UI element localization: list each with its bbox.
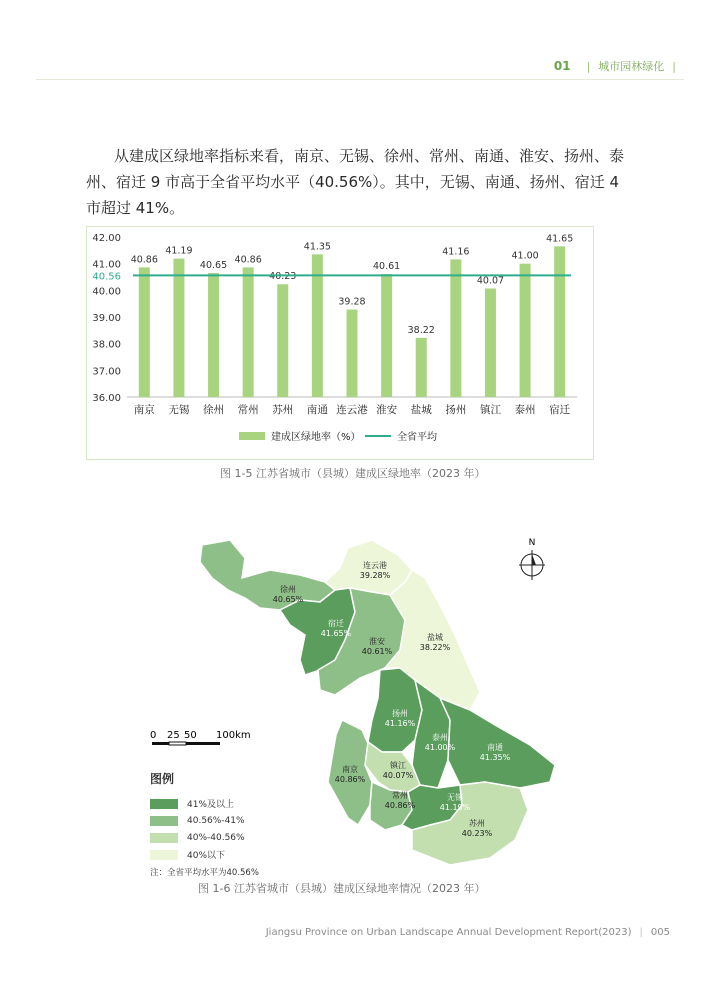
- y-tick-label: 40.00: [92, 286, 121, 298]
- label-wuxi-value: 41.19%: [439, 803, 471, 812]
- x-category-label: 南京: [133, 404, 155, 416]
- bar-value-label: 40.07: [476, 275, 505, 287]
- label-huaian-name: 淮安: [369, 637, 385, 646]
- x-category-label: 镇江: [479, 404, 501, 416]
- chart-bar: [139, 267, 150, 397]
- legend-item: [150, 812, 259, 829]
- bar-value-label: 41.16: [442, 246, 470, 258]
- legend-item: [150, 829, 259, 846]
- figure-caption-1: 图 1-5 江苏省城市（县城）建成区绿地率（2023 年）: [220, 467, 486, 480]
- label-huaian-value: 40.61%: [361, 647, 393, 656]
- header-divider: |: [672, 59, 676, 73]
- y-tick-label: 42.00: [92, 233, 121, 244]
- bar-value-label: 41.00: [511, 250, 539, 262]
- x-category-label: 徐州: [203, 404, 225, 416]
- chart-bar: [347, 310, 358, 397]
- x-category-label: 宿迁: [549, 404, 571, 416]
- body-paragraph: 从建成区绿地率指标来看，南京、无锡、徐州、常州、南通、淮安、扬州、泰州、宿迁 9 市高于全省平均水平（40.56%）。其中，无锡、南通、扬州、宿迁 4 市超过 41%。: [86, 147, 625, 217]
- label-taizhou-name: 泰州: [432, 733, 448, 742]
- chart-bar: [520, 264, 531, 397]
- label-changzhou-value: 40.86%: [384, 801, 416, 810]
- legend-label: 40%以下: [187, 851, 226, 861]
- scale-bar: [150, 728, 260, 761]
- label-zhenjiang-value: 40.07%: [382, 771, 414, 780]
- footer-divider: |: [639, 927, 643, 938]
- header-divider: |: [586, 59, 591, 73]
- label-yangzhou-value: 41.16%: [384, 719, 416, 728]
- x-category-label: 连云港: [336, 404, 368, 416]
- bar-value-label: 40.86: [130, 254, 158, 266]
- label-zhenjiang-name: 镇江: [390, 761, 406, 770]
- chart-canvas: [87, 227, 593, 459]
- label-yancheng-value: 38.22%: [419, 643, 451, 652]
- legend-swatch-bar: [239, 432, 265, 440]
- chapter-number: 01: [553, 59, 571, 73]
- chart-bar: [416, 338, 427, 397]
- page-number: 005: [650, 927, 670, 938]
- label-xuzhou-name: 徐州: [280, 585, 296, 594]
- map-legend: [150, 770, 259, 878]
- label-nantong-value: 41.35%: [479, 753, 511, 762]
- label-suqian-name: 宿迁: [328, 619, 344, 628]
- legend-label-line: 全省平均: [397, 432, 437, 443]
- legend-swatch: [150, 850, 178, 860]
- legend-swatch: [150, 816, 178, 826]
- y-tick-label: 36.00: [92, 393, 121, 404]
- x-category-label: 南通: [306, 404, 328, 416]
- chart-bar: [208, 273, 219, 397]
- bar-value-label: 41.19: [165, 245, 193, 257]
- footer-report-title: Jiangsu Province on Urban Landscape Annual Development Report(2023): [265, 927, 632, 938]
- chart-bar: [381, 274, 392, 397]
- header-rule: [36, 79, 684, 80]
- scale-tick-50: 50: [184, 730, 197, 741]
- label-xuzhou-value: 40.65%: [272, 595, 304, 604]
- legend-note: 注：全省平均水平为40.56%: [150, 868, 259, 878]
- label-nanjing-value: 40.86%: [334, 775, 366, 784]
- chart-bar: [450, 259, 461, 397]
- north-label: N: [528, 538, 536, 548]
- chapter-title: 城市园林绿化: [598, 60, 665, 73]
- chapter-header: [554, 58, 684, 74]
- bar-value-label: 38.22: [407, 324, 435, 336]
- label-lianyungang-name: 连云港: [363, 561, 387, 570]
- legend-swatch: [150, 799, 178, 809]
- scale-tick-100: 100km: [216, 730, 251, 741]
- legend-label-bar: 建成区绿地率（%）: [271, 432, 361, 443]
- bar-value-label: 40.61: [373, 261, 401, 273]
- label-suzhou-value: 40.23%: [461, 829, 493, 838]
- figure-caption-2: 图 1-6 江苏省城市（县城）建成区绿地率情况（2023 年）: [198, 882, 486, 895]
- x-category-label: 淮安: [376, 404, 398, 416]
- bar-value-label: 39.28: [338, 296, 366, 308]
- label-nanjing-name: 南京: [342, 765, 358, 774]
- legend-item: [150, 846, 259, 863]
- y-tick-label: 39.00: [92, 313, 121, 324]
- x-category-label: 扬州: [445, 404, 467, 416]
- y-tick-label: 38.00: [92, 339, 121, 351]
- scale-tick-25: 25: [167, 730, 180, 741]
- legend-label: 41%及以上: [187, 800, 235, 810]
- x-category-label: 泰州: [514, 404, 536, 416]
- average-tick-label: 40.56: [92, 271, 121, 283]
- y-tick-label: 41.00: [92, 259, 121, 271]
- chart-bar: [173, 259, 184, 397]
- x-category-label: 无锡: [168, 404, 190, 416]
- legend-title: 图例: [150, 772, 175, 786]
- legend-item: [150, 795, 259, 812]
- label-suzhou-name: 苏州: [469, 819, 485, 828]
- bar-value-label: 40.86: [234, 254, 262, 266]
- chart-bar: [277, 284, 288, 397]
- north-arrow: [519, 538, 545, 580]
- region-xuzhou: [200, 540, 335, 610]
- label-yancheng-name: 盐城: [427, 633, 443, 642]
- x-category-label: 常州: [237, 404, 259, 416]
- bar-value-label: 41.35: [303, 241, 331, 253]
- chart-bar: [485, 288, 496, 397]
- chart-bar: [554, 246, 565, 397]
- label-yangzhou-name: 扬州: [392, 709, 408, 718]
- label-nantong-name: 南通: [487, 743, 503, 752]
- label-changzhou-name: 常州: [392, 791, 408, 800]
- bar-chart: [86, 226, 594, 460]
- y-tick-label: 37.00: [92, 366, 121, 378]
- legend-label: 40%-40.56%: [187, 832, 245, 843]
- bar-value-label: 40.65: [199, 260, 228, 271]
- page-footer: [266, 927, 670, 938]
- x-category-label: 盐城: [410, 404, 432, 416]
- legend-swatch: [150, 833, 178, 843]
- label-suqian-value: 41.65%: [320, 629, 352, 638]
- label-wuxi-name: 无锡: [447, 793, 463, 802]
- scale-tick-0: 0: [150, 730, 157, 741]
- legend-label: 40.56%-41%: [187, 815, 245, 826]
- bar-value-label: 41.65: [546, 233, 574, 245]
- bar-value-label: 40.23: [269, 271, 297, 283]
- chart-bar: [243, 267, 254, 397]
- label-lianyungang-value: 39.28%: [359, 571, 391, 580]
- label-taizhou-value: 41.00%: [424, 743, 456, 752]
- x-category-label: 苏州: [272, 404, 294, 416]
